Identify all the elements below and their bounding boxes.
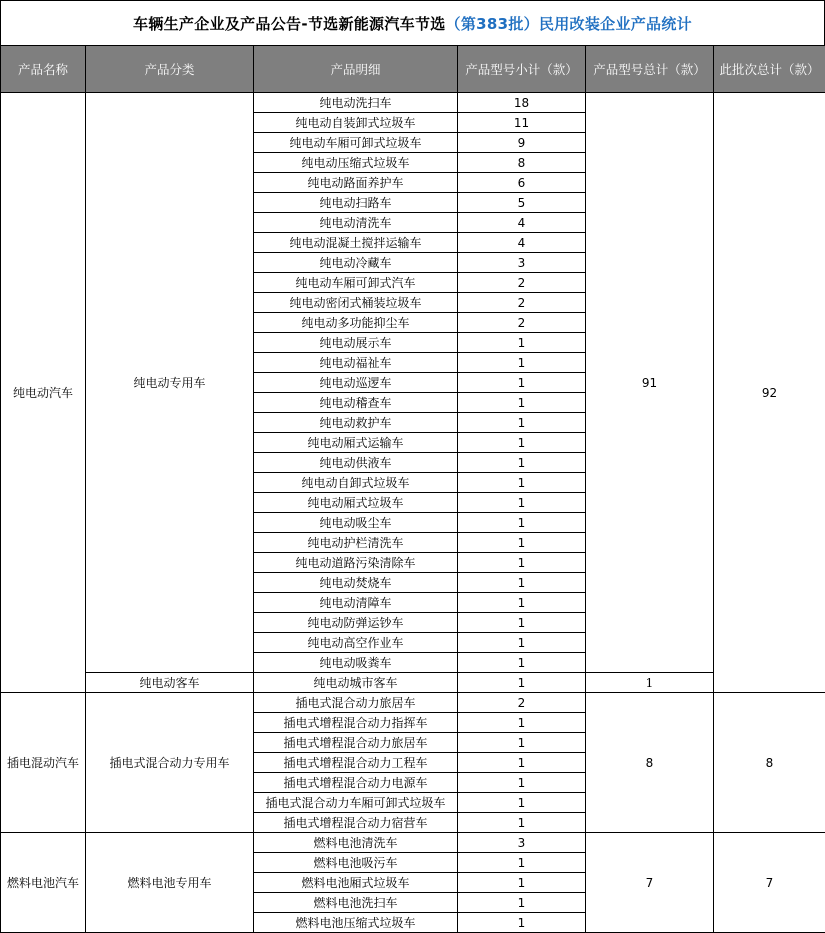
product-detail-cell: 纯电动护栏清洗车	[254, 533, 458, 553]
model-total-cell: 7	[586, 833, 714, 933]
model-subtotal-cell: 4	[458, 233, 586, 253]
product-detail-cell: 燃料电池压缩式垃圾车	[254, 913, 458, 933]
table-row	[1, 833, 825, 853]
model-subtotal-cell: 4	[458, 213, 586, 233]
model-subtotal-cell: 1	[458, 733, 586, 753]
table-row	[1, 673, 825, 693]
model-subtotal-cell: 1	[458, 713, 586, 733]
product-detail-cell: 燃料电池吸污车	[254, 853, 458, 873]
table-body	[1, 93, 825, 933]
model-subtotal-cell: 1	[458, 393, 586, 413]
model-subtotal-cell: 1	[458, 753, 586, 773]
model-subtotal-cell: 1	[458, 413, 586, 433]
product-detail-cell: 纯电动救护车	[254, 413, 458, 433]
model-total-cell: 1	[586, 673, 714, 693]
model-subtotal-cell: 2	[458, 293, 586, 313]
product-detail-cell: 纯电动焚烧车	[254, 573, 458, 593]
report-title	[0, 0, 825, 45]
product-detail-cell: 插电式混合动力车厢可卸式垃圾车	[254, 793, 458, 813]
product-detail-cell: 插电式增程混合动力工程车	[254, 753, 458, 773]
product-category-cell: 插电式混合动力专用车	[86, 693, 254, 833]
model-subtotal-cell: 1	[458, 873, 586, 893]
product-detail-cell: 燃料电池洗扫车	[254, 893, 458, 913]
product-category-cell: 纯电动客车	[86, 673, 254, 693]
product-detail-cell: 纯电动城市客车	[254, 673, 458, 693]
model-subtotal-cell: 1	[458, 893, 586, 913]
product-detail-cell: 纯电动密闭式桶装垃圾车	[254, 293, 458, 313]
product-detail-cell: 插电式增程混合动力电源车	[254, 773, 458, 793]
product-detail-cell: 燃料电池厢式垃圾车	[254, 873, 458, 893]
product-detail-cell: 纯电动清洗车	[254, 213, 458, 233]
model-subtotal-cell: 1	[458, 633, 586, 653]
model-subtotal-cell: 3	[458, 253, 586, 273]
product-detail-cell: 纯电动混凝土搅拌运输车	[254, 233, 458, 253]
model-subtotal-cell: 1	[458, 613, 586, 633]
product-detail-cell: 纯电动扫路车	[254, 193, 458, 213]
model-subtotal-cell: 1	[458, 353, 586, 373]
product-detail-cell: 纯电动道路污染清除车	[254, 553, 458, 573]
model-total-cell: 91	[586, 93, 714, 673]
table-row	[1, 93, 825, 113]
product-detail-cell: 插电式增程混合动力宿营车	[254, 813, 458, 833]
model-subtotal-cell: 1	[458, 673, 586, 693]
product-detail-cell: 纯电动自卸式垃圾车	[254, 473, 458, 493]
product-detail-cell: 纯电动供液车	[254, 453, 458, 473]
model-subtotal-cell: 8	[458, 153, 586, 173]
model-subtotal-cell: 1	[458, 553, 586, 573]
model-subtotal-cell: 1	[458, 913, 586, 933]
model-total-cell: 8	[586, 693, 714, 833]
batch-total-cell: 8	[714, 693, 825, 833]
product-detail-cell: 纯电动防弹运钞车	[254, 613, 458, 633]
model-subtotal-cell: 1	[458, 373, 586, 393]
header-product-category: 产品分类	[86, 46, 254, 93]
header-model-total: 产品型号总计（款）	[586, 46, 714, 93]
product-detail-cell: 插电式混合动力旅居车	[254, 693, 458, 713]
batch-total-cell: 92	[714, 93, 825, 693]
title-main: 车辆生产企业及产品公告-节选新能源汽车节选	[133, 13, 446, 34]
model-subtotal-cell: 2	[458, 693, 586, 713]
product-detail-cell: 纯电动清障车	[254, 593, 458, 613]
product-category-cell: 纯电动专用车	[86, 93, 254, 673]
model-subtotal-cell: 1	[458, 333, 586, 353]
model-subtotal-cell: 1	[458, 433, 586, 453]
table-row	[1, 693, 825, 713]
header-batch-total: 此批次总计（款）	[714, 46, 825, 93]
model-subtotal-cell: 9	[458, 133, 586, 153]
product-detail-cell: 纯电动展示车	[254, 333, 458, 353]
product-category-cell: 燃料电池专用车	[86, 833, 254, 933]
product-name-cell: 插电混动汽车	[1, 693, 86, 833]
product-detail-cell: 插电式增程混合动力旅居车	[254, 733, 458, 753]
product-detail-cell: 纯电动车厢可卸式汽车	[254, 273, 458, 293]
model-subtotal-cell: 1	[458, 453, 586, 473]
model-subtotal-cell: 2	[458, 313, 586, 333]
product-detail-cell: 纯电动冷藏车	[254, 253, 458, 273]
product-name-cell: 纯电动汽车	[1, 93, 86, 693]
header-product-detail: 产品明细	[254, 46, 458, 93]
header-row	[1, 46, 825, 93]
model-subtotal-cell: 3	[458, 833, 586, 853]
model-subtotal-cell: 1	[458, 473, 586, 493]
product-detail-cell: 纯电动巡逻车	[254, 373, 458, 393]
model-subtotal-cell: 11	[458, 113, 586, 133]
model-subtotal-cell: 1	[458, 513, 586, 533]
model-subtotal-cell: 1	[458, 773, 586, 793]
product-detail-cell: 纯电动高空作业车	[254, 633, 458, 653]
product-detail-cell: 纯电动压缩式垃圾车	[254, 153, 458, 173]
product-detail-cell: 燃料电池清洗车	[254, 833, 458, 853]
model-subtotal-cell: 2	[458, 273, 586, 293]
model-subtotal-cell: 1	[458, 793, 586, 813]
product-detail-cell: 纯电动福祉车	[254, 353, 458, 373]
model-subtotal-cell: 1	[458, 573, 586, 593]
product-detail-cell: 纯电动路面养护车	[254, 173, 458, 193]
title-highlight: （第383批）民用改装企业产品统计	[446, 13, 692, 34]
product-detail-cell: 纯电动厢式运输车	[254, 433, 458, 453]
product-detail-cell: 纯电动洗扫车	[254, 93, 458, 113]
product-detail-cell: 纯电动自装卸式垃圾车	[254, 113, 458, 133]
statistics-table	[0, 45, 825, 933]
product-detail-cell: 纯电动车厢可卸式垃圾车	[254, 133, 458, 153]
header-product-name: 产品名称	[1, 46, 86, 93]
model-subtotal-cell: 5	[458, 193, 586, 213]
model-subtotal-cell: 1	[458, 853, 586, 873]
model-subtotal-cell: 18	[458, 93, 586, 113]
product-detail-cell: 纯电动吸粪车	[254, 653, 458, 673]
model-subtotal-cell: 1	[458, 813, 586, 833]
product-name-cell: 燃料电池汽车	[1, 833, 86, 933]
product-detail-cell: 插电式增程混合动力指挥车	[254, 713, 458, 733]
model-subtotal-cell: 6	[458, 173, 586, 193]
product-detail-cell: 纯电动多功能抑尘车	[254, 313, 458, 333]
product-detail-cell: 纯电动稽查车	[254, 393, 458, 413]
model-subtotal-cell: 1	[458, 493, 586, 513]
header-model-subtotal: 产品型号小计（款）	[458, 46, 586, 93]
model-subtotal-cell: 1	[458, 533, 586, 553]
model-subtotal-cell: 1	[458, 593, 586, 613]
product-detail-cell: 纯电动吸尘车	[254, 513, 458, 533]
product-detail-cell: 纯电动厢式垃圾车	[254, 493, 458, 513]
model-subtotal-cell: 1	[458, 653, 586, 673]
batch-total-cell: 7	[714, 833, 825, 933]
